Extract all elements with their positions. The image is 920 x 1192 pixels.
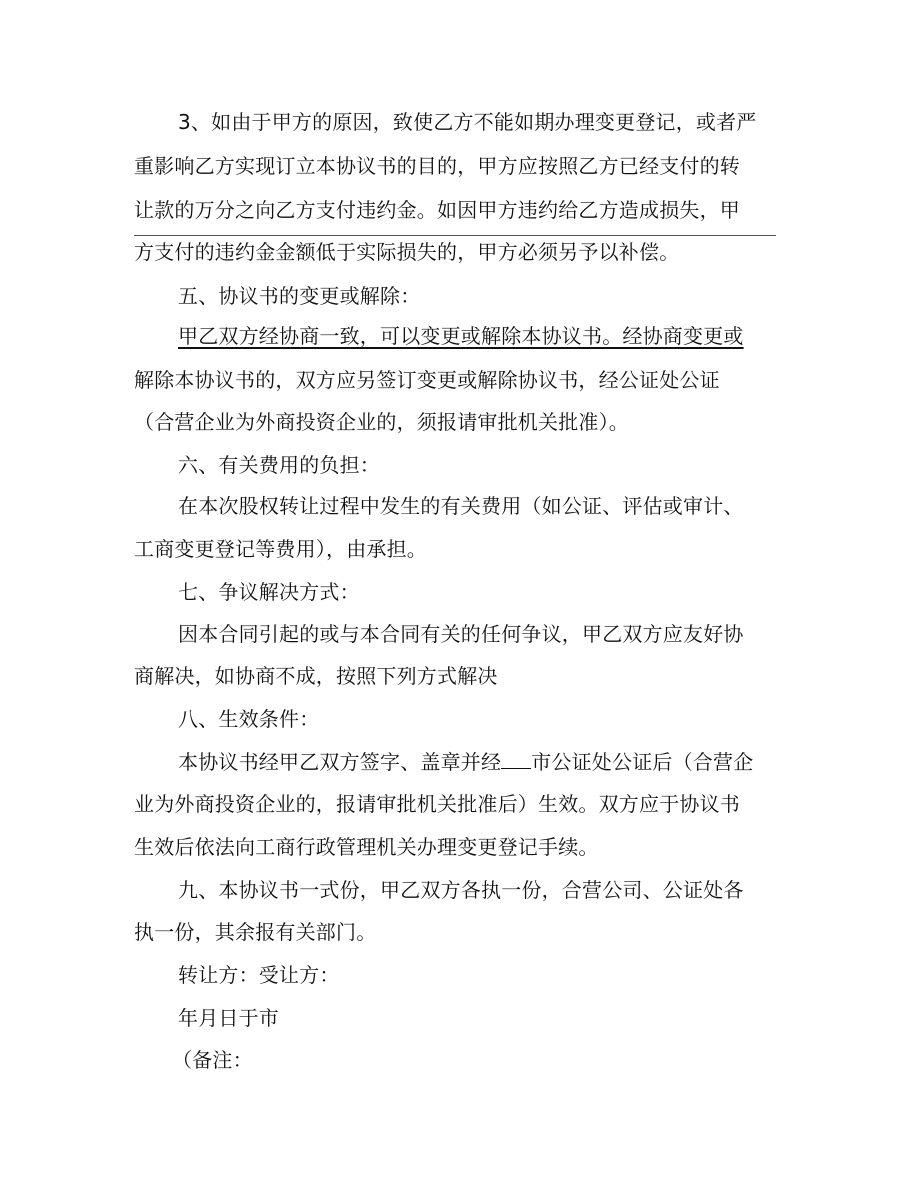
section8-line1-after: 市公证处公证后（合营企 xyxy=(531,750,754,774)
section8-line2: 业为外商投资企业的，报请审批机关批准后）生效。双方应于协议书 xyxy=(134,792,740,816)
section5-line1: 甲乙双方经协商一致，可以变更或解除本协议书。经协商变更或 xyxy=(178,324,744,348)
section6-line2: 工商变更登记等费用），由承担。 xyxy=(134,537,427,561)
section7-heading: 七、争议解决方式： xyxy=(178,580,360,604)
section5-line3: （合营企业为外商投资企业的，须报请审批机关批准）。 xyxy=(134,410,629,434)
section9-line1: 九、本协议书一式份，甲乙双方各执一份，合营公司、公证处各 xyxy=(178,878,744,902)
section6-line1: 在本次股权转让过程中发生的有关费用（如公证、评估或审计、 xyxy=(178,494,744,518)
clause3-line4: 方支付的违约金金额低于实际损失的，甲方必须另予以补偿。 xyxy=(134,240,680,264)
section8-line1 xyxy=(178,750,753,774)
section6-heading: 六、有关费用的负担： xyxy=(178,453,380,477)
section5-line2: 解除本协议书的，双方应另签订变更或解除协议书，经公证处公证 xyxy=(134,368,720,392)
section5-heading: 五、协议书的变更或解除： xyxy=(178,284,421,308)
section8-line3: 生效后依法向工商行政管理机关办理变更登记手续。 xyxy=(134,835,599,859)
blank-city-field xyxy=(501,750,531,769)
section7-line1: 因本合同引起的或与本合同有关的任何争议，甲乙双方应友好协 xyxy=(178,622,744,646)
horizontal-rule xyxy=(134,235,776,236)
signature-note: （备注： xyxy=(172,1048,253,1072)
section8-line1-before: 本协议书经甲乙双方签字、盖章并经 xyxy=(178,750,502,774)
clause3-line1: 3、如由于甲方的原因，致使乙方不能如期办理变更登记，或者严 xyxy=(178,110,757,134)
section7-line2: 商解决，如协商不成，按照下列方式解决 xyxy=(134,664,498,688)
section8-heading: 八、生效条件： xyxy=(178,707,320,731)
clause3-line2: 重影响乙方实现订立本协议书的目的，甲方应按照乙方已经支付的转 xyxy=(134,154,740,178)
signature-date-place: 年月日于市 xyxy=(178,1006,279,1030)
section9-line2: 执一份，其余报有关部门。 xyxy=(134,920,377,944)
signature-parties: 转让方：受让方： xyxy=(178,963,340,987)
clause3-line3: 让款的万分之向乙方支付违约金。如因甲方违约给乙方造成损失，甲 xyxy=(134,198,740,222)
